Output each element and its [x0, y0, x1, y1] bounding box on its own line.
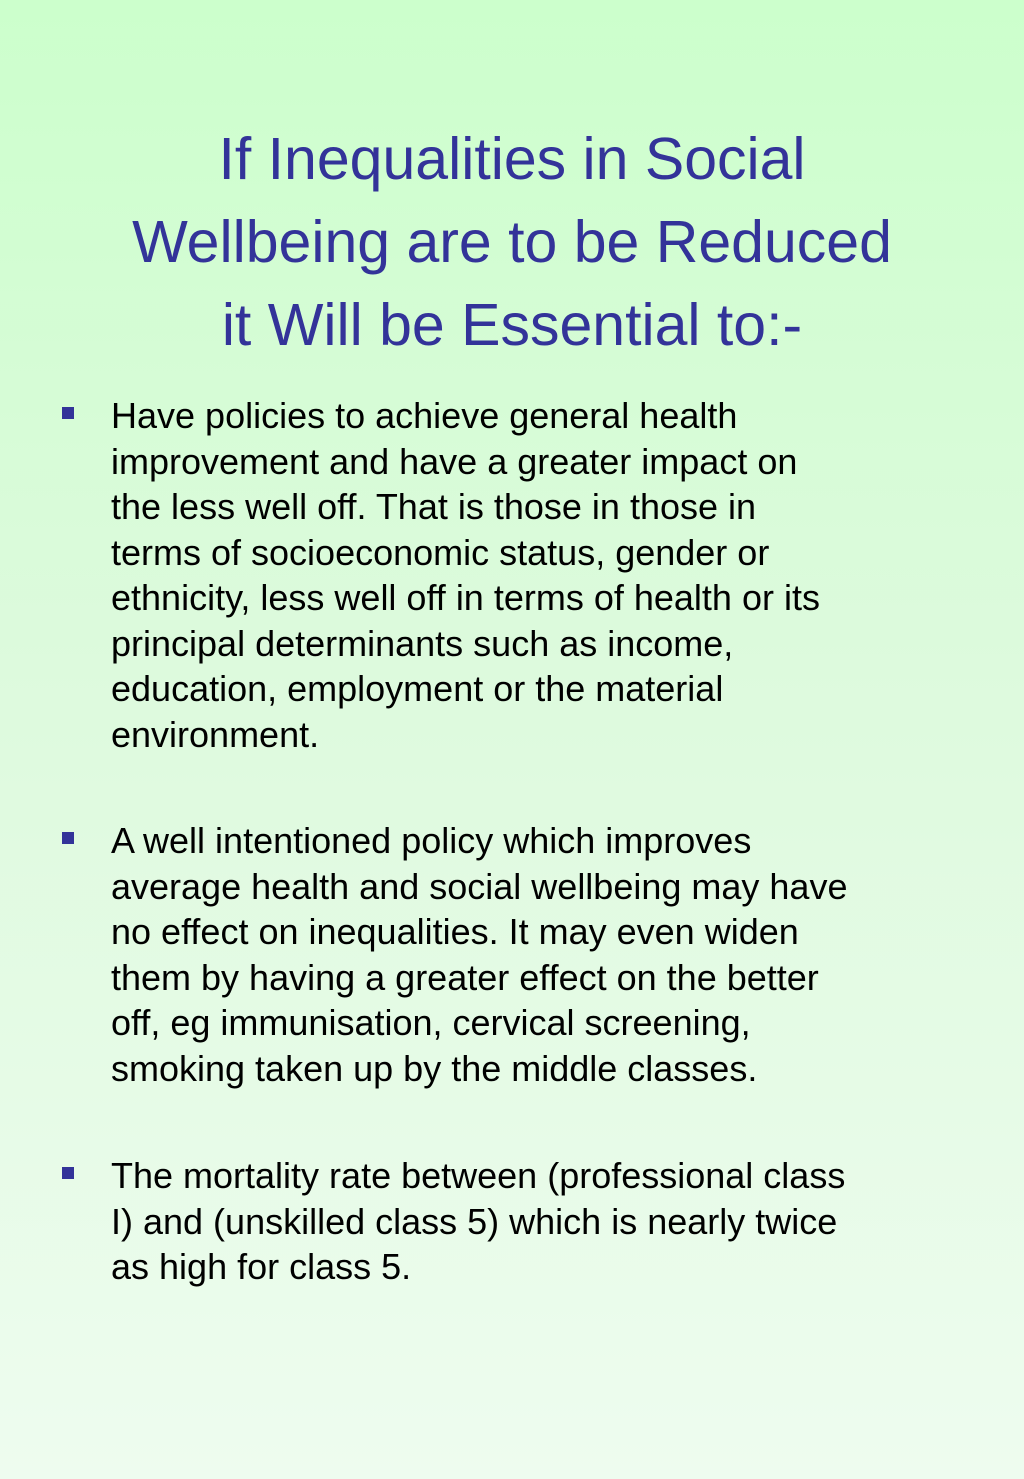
square-bullet-icon: [62, 407, 74, 419]
bullet-line: improvement and have a greater impact on: [111, 440, 798, 482]
bullet-line: the less well off. That is those in those in: [111, 486, 757, 527]
bullet-line: as high for class 5.: [111, 1246, 412, 1287]
bullet-line: I) and (unskilled class 5) which is nearly twice: [111, 1200, 838, 1242]
bullet-line: A well intentioned policy which improves: [111, 820, 752, 861]
bullet-text: [111, 1153, 845, 1290]
slide-title: [40, 118, 984, 367]
bullet-line: off, eg immunisation, cervical screening,: [111, 1002, 751, 1043]
bullet-line: no effect on inequalities. It may even widen: [111, 911, 799, 952]
bullet-line: Have policies to achieve general health: [111, 395, 738, 436]
title-line: it Will be Essential to:-: [221, 292, 803, 358]
bullet-line: smoking taken up by the middle classes.: [111, 1047, 758, 1089]
bullet-line: them by having a greater effect on the better: [111, 956, 819, 998]
title-line: If Inequalities in Social: [218, 126, 806, 192]
bullet-text: [111, 818, 847, 1091]
bullet-line: ethnicity, less well off in terms of health or its: [111, 577, 820, 618]
bullet-line: education, employment or the material: [111, 668, 724, 709]
bullet-line: average health and social wellbeing may have: [111, 865, 848, 907]
title-line: Wellbeing are to be Reduced: [132, 209, 892, 275]
square-bullet-icon: [62, 832, 74, 844]
bullet-line: environment.: [111, 713, 320, 755]
bullet-text: [111, 393, 820, 757]
bullet-line: terms of socioeconomic status, gender or: [111, 531, 770, 573]
bullet-line: The mortality rate between (professional class: [111, 1155, 846, 1196]
square-bullet-icon: [62, 1167, 74, 1179]
bullet-line: principal determinants such as income,: [111, 622, 734, 664]
